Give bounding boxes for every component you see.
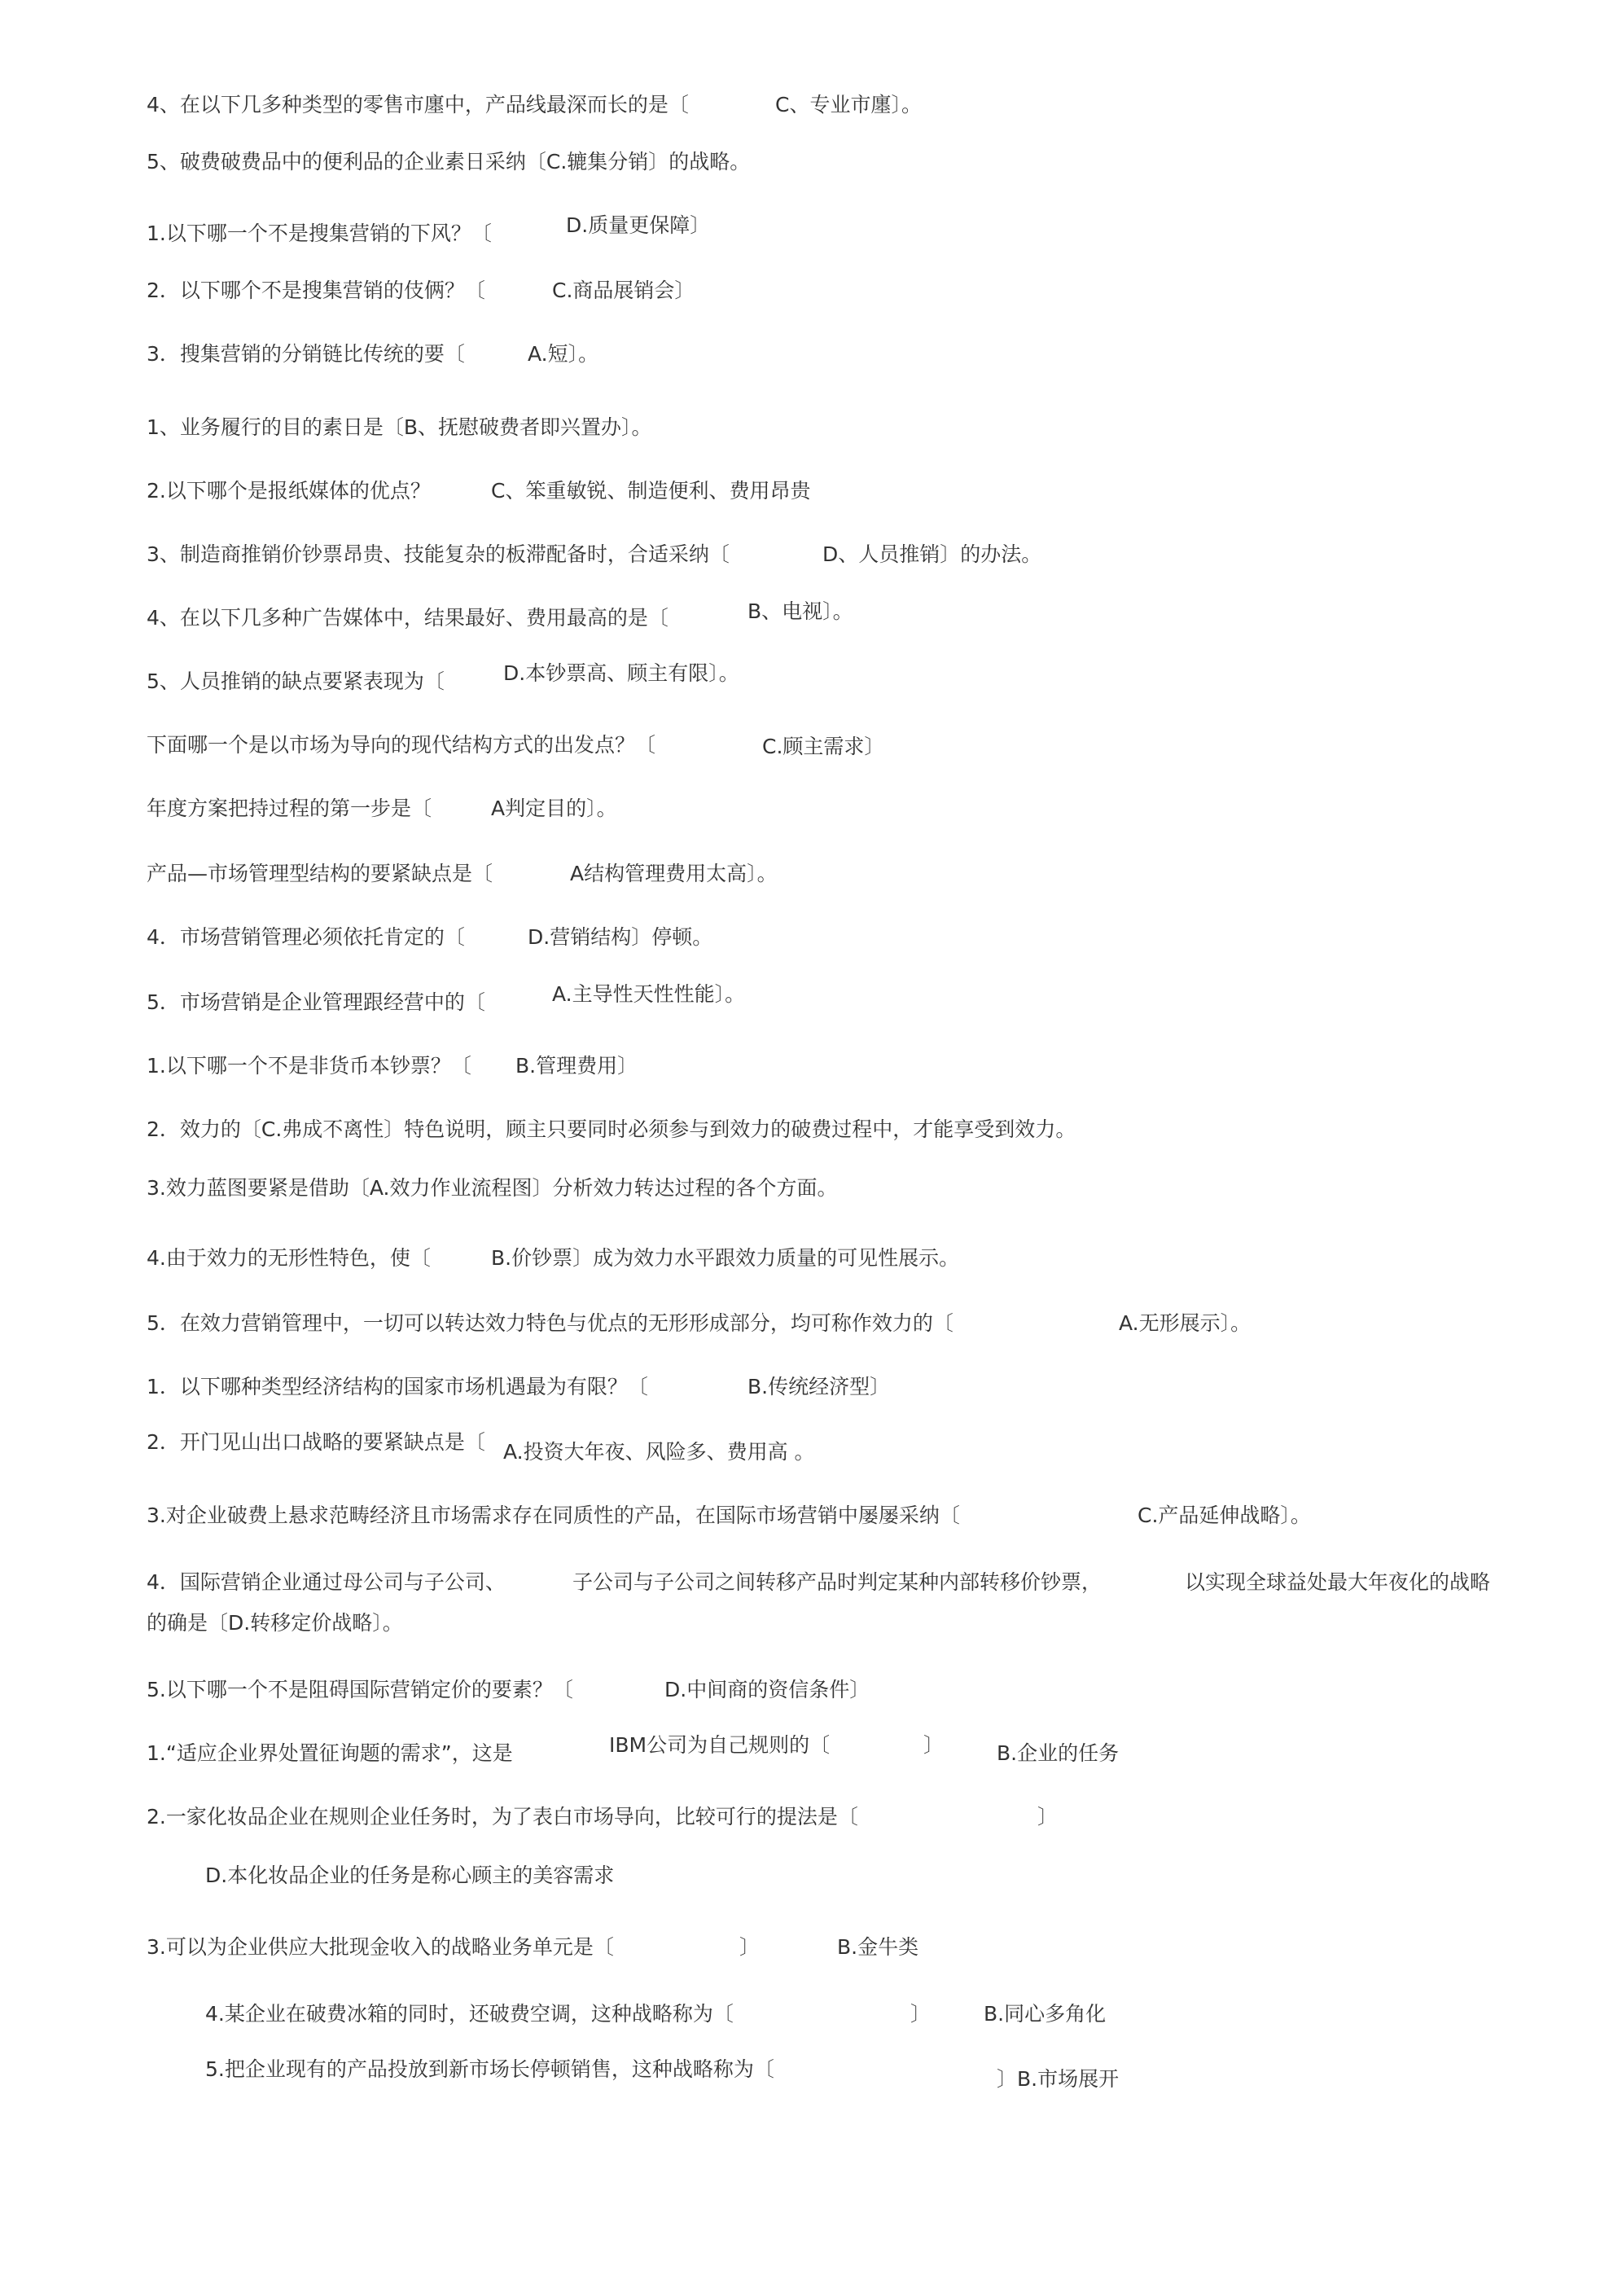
question-line: 4、在以下几多种广告媒体中，结果最好、费用最高的是〔 bbox=[147, 606, 669, 630]
question-line: 5．在效力营销管理中，一切可以转达效力特色与优点的无形形成部分，均可称作效力的〔 bbox=[147, 1311, 953, 1335]
question-line: 1.以下哪一个不是搜集营销的下风？〔 bbox=[147, 222, 492, 245]
question-line: 4．国际营销企业通过母公司与子公司、 bbox=[147, 1570, 506, 1594]
answer-text: D.营销结构〕停顿。 bbox=[528, 925, 713, 949]
question-line: 4.由于效力的无形性特色，使〔 bbox=[147, 1246, 431, 1270]
answer-text: B、电视〕。 bbox=[747, 599, 853, 623]
question-line: 3．搜集营销的分销链比传统的要〔 bbox=[147, 342, 465, 366]
question-line: 2．以下哪个不是搜集营销的伎俩？〔 bbox=[147, 279, 485, 302]
question-line: 3、制造商推销价钞票昂贵、技能复杂的板滞配备时，合适采纳〔 bbox=[147, 542, 730, 566]
answer-text: B.同心多角化 bbox=[984, 2002, 1107, 2026]
question-line: 5.把企业现有的产品投放到新市场长停顿销售，这种战略称为〔 bbox=[205, 2057, 774, 2081]
answer-text: B.管理费用〕 bbox=[515, 1054, 638, 1078]
question-line: 4、在以下几多种类型的零售市廛中，产品线最深而长的是〔 bbox=[147, 93, 689, 116]
answer-text: D.本钞票高、顾主有限〕。 bbox=[503, 661, 739, 685]
answer-text: A.无形展示〕。 bbox=[1119, 1311, 1252, 1335]
question-line: 5．市场营销是企业管理跟经营中的〔 bbox=[147, 990, 485, 1014]
question-line: 2.以下哪个是报纸媒体的优点？ bbox=[147, 479, 431, 503]
question-line: 3.效力蓝图要紧是借助〔A.效力作业流程图〕分析效力转达过程的各个方面。 bbox=[147, 1176, 838, 1200]
question-line: 1．以下哪种类型经济结构的国家市场机遇最为有限？〔 bbox=[147, 1375, 648, 1398]
answer-text: B.金牛类 bbox=[837, 1935, 919, 1959]
question-line: 1.“适应企业界处置征询题的需求”，这是 bbox=[147, 1741, 513, 1765]
question-line: 5.以下哪一个不是阻碍国际营销定价的要素？〔 bbox=[147, 1678, 573, 1701]
answer-text: B.传统经济型〕 bbox=[747, 1375, 891, 1398]
question-line: 2．开门见山出口战略的要紧缺点是〔 bbox=[147, 1430, 485, 1454]
answer-text: A.主导性天性性能〕。 bbox=[552, 982, 746, 1006]
question-line-middle: IBM公司为自己规则的〔 bbox=[609, 1733, 831, 1757]
answer-text: A.投资大年夜、风险多、费用高 。 bbox=[503, 1440, 815, 1464]
question-line: 年度方案把持过程的第一步是〔 bbox=[147, 797, 432, 820]
answer-text: C.产品延伸战略〕。 bbox=[1138, 1504, 1311, 1527]
question-line: 4.某企业在破费冰箱的同时，还破费空调，这种战略称为〔 bbox=[205, 2002, 734, 2026]
question-line: 1.以下哪一个不是非货币本钞票？〔 bbox=[147, 1054, 471, 1078]
answer-text: A.短〕。 bbox=[528, 342, 599, 366]
question-line: 产品—市场管理型结构的要紧缺点是〔 bbox=[147, 862, 493, 885]
question-line: 的确是〔D.转移定价战略〕。 bbox=[147, 1611, 403, 1635]
answer-text: D.本化妆品企业的任务是称心顾主的美容需求 bbox=[205, 1864, 615, 1887]
answer-text: B.价钞票〕成为效力水平跟效力质量的可见性展示。 bbox=[491, 1246, 960, 1270]
question-line: 1、业务履行的目的素日是〔B、抚慰破费者即兴置办〕。 bbox=[147, 415, 652, 439]
answer-text: A结构管理费用太高〕。 bbox=[570, 862, 778, 885]
blank-bracket: 〕 bbox=[923, 1733, 945, 1757]
question-line: 下面哪一个是以市场为导向的现代结构方式的出发点？〔 bbox=[147, 733, 656, 757]
answer-text: D.中间商的资信条件〕 bbox=[664, 1678, 870, 1701]
answer-text: C、专业市廛〕。 bbox=[775, 93, 922, 116]
answer-text: D.质量更保障〕 bbox=[566, 213, 711, 237]
question-line: 5、破费破费品中的便利品的企业素日采纳〔C.辘集分销〕的战略。 bbox=[147, 150, 751, 173]
question-line: 3.可以为企业供应大批现金收入的战略业务单元是〔 bbox=[147, 1935, 614, 1959]
answer-text: 〕B.市场展开 bbox=[997, 2067, 1120, 2091]
answer-text: C.顾主需求〕 bbox=[762, 735, 885, 758]
answer-text: B.企业的任务 bbox=[997, 1741, 1120, 1765]
question-line-middle: 子公司与子公司之间转移产品时判定某种内部转移价钞票， bbox=[572, 1570, 1103, 1594]
question-line: 3.对企业破费上悬求范畴经济且市场需求存在同质性的产品，在国际市场营销中屡屡采纳〔 bbox=[147, 1504, 960, 1527]
blank-bracket: 〕 bbox=[1037, 1805, 1059, 1828]
question-line: 2．效力的〔C.弗成不离性〕特色说明，顾主只要同时必须参与到效力的破费过程中，才能享受到效力。 bbox=[147, 1117, 1076, 1141]
answer-text: C.商品展销会〕 bbox=[552, 279, 695, 302]
answer-text: C、笨重敏锐、制造便利、费用昂贵 bbox=[491, 479, 811, 503]
question-line: 2.一家化妆品企业在规则企业任务时，为了表白市场导向，比较可行的提法是〔 bbox=[147, 1805, 858, 1828]
answer-text: A判定目的〕。 bbox=[491, 797, 617, 820]
question-line: 5、人员推销的缺点要紧表现为〔 bbox=[147, 669, 445, 693]
blank-bracket: 〕 bbox=[739, 1935, 761, 1959]
answer-text: D、人员推销〕的办法。 bbox=[822, 542, 1042, 566]
blank-bracket: 〕 bbox=[910, 2002, 932, 2026]
question-line-right: 以实现全球益处最大年夜化的战略 bbox=[1185, 1570, 1491, 1594]
question-line: 4．市场营销管理必须依托肯定的〔 bbox=[147, 925, 465, 949]
